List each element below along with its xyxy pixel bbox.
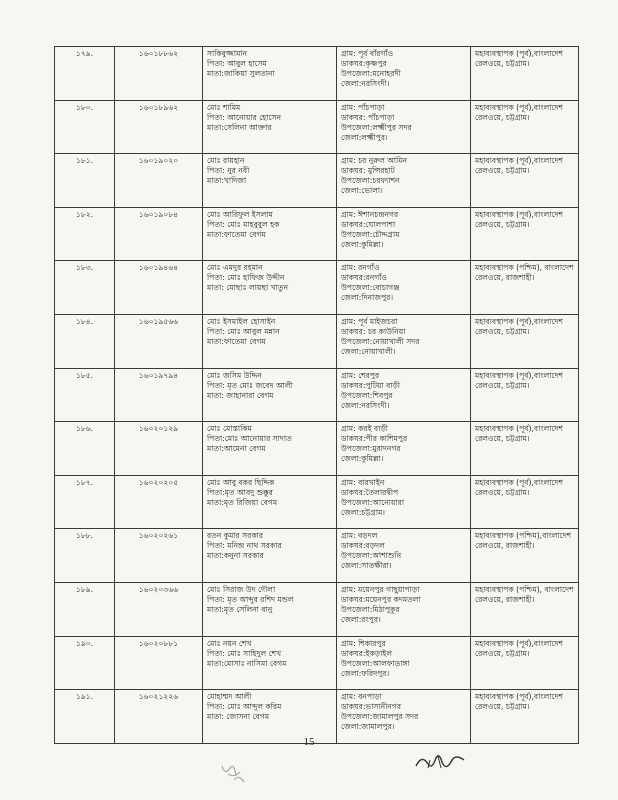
address-post: ডাকঘর:রনগাঁও: [341, 273, 388, 283]
father-name: পিতা: মোঃ সাহিদুল শেখ: [207, 648, 282, 658]
address-post: ডাকঘর:বড়দল: [341, 541, 385, 551]
serial-number: ১৮৭.: [75, 477, 94, 487]
posting-office-cell: [471, 261, 579, 315]
table-row: [55, 529, 579, 583]
posting-office-cell: [471, 368, 579, 422]
father-name: পিতা:মোঃ আনোয়ার সাদাত: [207, 434, 292, 444]
name-cell: [203, 261, 337, 315]
table-row: [55, 475, 579, 529]
candidate-name: মোঃ ইসমাইল হোসাইন: [207, 316, 276, 326]
father-name: পিতা: মৃত মোঃ জবেদ আলী: [207, 380, 293, 390]
serial-number: ১৮৮.: [75, 531, 94, 541]
office-line-2: রেলওয়ে, চট্টগ্রাম।: [475, 487, 530, 497]
address-village: গ্রাম: বনপাড়া: [341, 692, 382, 702]
candidate-name: মোহাম্মদ আলী: [207, 692, 252, 702]
address-upazila: উপজেলা:লক্ষ্মীপুর সদর: [341, 122, 412, 132]
address-upazila: উপজেলা:মুরাদনগর: [341, 444, 401, 454]
office-line-2: রেলওয়ে, চট্টগ্রাম।: [475, 112, 530, 122]
father-name: পিতা: নুর নবী: [207, 166, 250, 176]
candidate-name: সাকিবুজ্জামান: [207, 49, 248, 58]
address-upazila: উপজেলা:চরফ্যাশন: [341, 176, 400, 186]
office-line-1: মহাব্যবস্থাপক (পশ্চিম),বাংলাদেশ: [475, 531, 572, 541]
roll-number: ১৬০১৮৯৬২: [138, 102, 179, 112]
initials-stamp-left: [218, 760, 258, 786]
serial-cell: [55, 636, 115, 690]
candidate-name: মোঃ নয়ন শেখ: [207, 638, 252, 648]
address-upazila: উপজেলা:শিবপুর: [341, 390, 393, 400]
table-row: [55, 261, 579, 315]
serial-number: ১৮০.: [75, 102, 94, 112]
office-line-1: মহাব্যবস্থাপক (পূর্ব),বাংলাদেশ: [475, 370, 563, 380]
posting-office-cell: [471, 47, 579, 101]
mother-name: মাতা:জাকিয়া সুলতানা: [207, 69, 275, 78]
serial-cell: [55, 100, 115, 154]
mother-name: মাতা:কনুনা সরকার: [207, 551, 264, 561]
mother-name: মাতা:ফাতেমা বেগম: [207, 229, 266, 239]
office-line-1: মহাব্যবস্থাপক (পশ্চিম), বাংলাদেশ: [475, 584, 574, 594]
mother-name: মাতা: মোছাঃ লায়ছা খাতুন: [207, 283, 289, 293]
address-district: জেলা:লক্ষ্মীপুর।: [341, 132, 388, 142]
office-line-2: রেলওয়ে, চট্টগ্রাম।: [475, 219, 530, 229]
serial-cell: [55, 475, 115, 529]
address-village: গ্রাম: ময়েনপুর গাছুয়াপাড়া: [341, 584, 420, 594]
address-cell: [337, 475, 471, 529]
address-post: ডাকঘর:ইকড়াইল: [341, 648, 393, 658]
father-name: পিতা: মোঃ আবুল মন্নান: [207, 326, 280, 336]
address-post: ডাকঘর:তৈলারদ্বীপ: [341, 487, 399, 497]
name-cell: [203, 100, 337, 154]
table-row: [55, 636, 579, 690]
candidate-name: মোঃ এমদুর রহমান: [207, 263, 263, 273]
serial-number: ১৮৫.: [75, 370, 94, 380]
candidate-name: রতন কুমার সরকার: [207, 531, 264, 541]
table-row: [55, 154, 579, 208]
roll-cell: [115, 207, 203, 261]
address-post: ডাকঘর:কৃষ্ণপুর: [341, 59, 387, 68]
candidate-name: মোঃ আরিফুল ইসলাম: [207, 209, 273, 219]
roll-cell: [115, 314, 203, 368]
address-village: গ্রাম: পূর্ব বাঁরগাঁও: [341, 49, 394, 58]
address-cell: [337, 529, 471, 583]
mother-name: মাতা:আমেনা বেগম: [207, 444, 266, 454]
father-name: পিতা:মৃত আবদু শুক্কুর: [207, 487, 273, 497]
address-post: ডাকঘর:পুটিয়া বাড়ী: [341, 380, 401, 390]
office-line-1: মহাব্যবস্থাপক (পূর্ব),বাংলাদেশ: [475, 49, 563, 58]
serial-cell: [55, 207, 115, 261]
signature-right: [412, 750, 468, 774]
address-post: ডাকঘর:ঘোলপাশা: [341, 219, 396, 229]
roll-number: ১৬০১৮৮৬২: [138, 49, 179, 58]
serial-cell: [55, 154, 115, 208]
posting-office-cell: [471, 475, 579, 529]
serial-number: ১৮৪.: [75, 316, 94, 326]
serial-cell: [55, 47, 115, 101]
address-district: জেলা:দিনাজপুর।: [341, 293, 394, 303]
name-cell: [203, 207, 337, 261]
roll-number: ১৬০১৯০২০: [138, 156, 179, 166]
office-line-1: মহাব্যবস্থাপক (পূর্ব),বাংলাদেশ: [475, 638, 563, 648]
roll-number: ১৬০২০২৬১: [138, 531, 179, 541]
address-district: জেলা:ফরিদপুর।: [341, 668, 390, 678]
candidate-name: মোঃ মোস্তাকিম: [207, 424, 252, 434]
posting-office-cell: [471, 582, 579, 636]
roll-cell: [115, 261, 203, 315]
mother-name: মাতা:সেলিনা আক্তার: [207, 122, 272, 132]
name-cell: [203, 636, 337, 690]
address-upazila: উপজেলা:আলফাডাঙ্গা: [341, 658, 410, 668]
serial-number: ১৮৯.: [75, 584, 94, 594]
candidate-name: মোঃ জসিম উদ্দিন: [207, 370, 262, 380]
address-district: জেলা:ভোলা।: [341, 186, 383, 196]
office-line-1: মহাব্যবস্থাপক (পূর্ব),বাংলাদেশ: [475, 156, 563, 166]
address-district: জেলা:রংপুর।: [341, 614, 381, 624]
address-village: গ্রাম: রনগাঁও: [341, 263, 380, 273]
mother-name: মাতা:মোসাঃ নাসিমা বেগম: [207, 658, 287, 668]
address-district: জেলা:জামালপুর।: [341, 722, 395, 732]
name-cell: [203, 368, 337, 422]
serial-number: ১৯১.: [75, 692, 94, 702]
mother-name: মাতা:মৃত সেলিনা বানু: [207, 604, 273, 614]
father-name: পিতা: মনিন্দ্র নাথ সরকার: [207, 541, 282, 551]
roll-number: ১৬০২০৩৬৬: [138, 584, 179, 594]
serial-number: ১৯০.: [75, 638, 94, 648]
roll-number: ১৬০১৯৭৯৪: [138, 370, 179, 380]
table-row: [55, 314, 579, 368]
roll-number: ১৬০১৯৪৬৪: [138, 263, 179, 273]
serial-cell: [55, 422, 115, 476]
address-cell: [337, 154, 471, 208]
address-cell: [337, 582, 471, 636]
office-line-1: মহাব্যবস্থাপক (পূর্ব),বাংলাদেশ: [475, 102, 563, 112]
roll-cell: [115, 636, 203, 690]
serial-cell: [55, 368, 115, 422]
address-district: জেলা:নোয়াখালী।: [341, 346, 396, 356]
roll-cell: [115, 582, 203, 636]
father-name: পিতা: আবুল হাসেম: [207, 59, 267, 68]
mother-name: মাতা: জাহানারা বেগম: [207, 390, 274, 400]
office-line-2: রেলওয়ে, চট্টগ্রাম।: [475, 166, 530, 176]
address-upazila: উপজেলা:নোয়াখালী সদর: [341, 336, 420, 346]
serial-cell: [55, 314, 115, 368]
address-district: জেলা:নরসিংদী।: [341, 79, 390, 88]
address-cell: [337, 47, 471, 101]
address-district: জেলা:সাতক্ষীরা।: [341, 561, 392, 571]
roll-cell: [115, 475, 203, 529]
address-upazila: উপজেলা:জামালপুর সদর: [341, 712, 419, 722]
serial-cell: [55, 582, 115, 636]
serial-number: ১৮৬.: [75, 424, 94, 434]
roll-cell: [115, 529, 203, 583]
serial-number: ১৮২.: [75, 209, 94, 219]
table-row: [55, 582, 579, 636]
name-cell: [203, 529, 337, 583]
roll-number: ১৬০২১২২৬: [138, 692, 179, 702]
address-cell: [337, 636, 471, 690]
name-cell: [203, 314, 337, 368]
address-cell: [337, 261, 471, 315]
posting-office-cell: [471, 100, 579, 154]
father-name: পিতা: আনোয়ার হোসেন: [207, 112, 281, 122]
candidate-name: মোঃ সিরাজ উদ দৌলা: [207, 584, 276, 594]
posting-office-cell: [471, 636, 579, 690]
name-cell: [203, 475, 337, 529]
mother-name: মাতা:ফাতেমা বেগম: [207, 336, 266, 346]
roll-number: ১৬০২০২০৫: [138, 477, 179, 487]
address-cell: [337, 368, 471, 422]
address-village: গ্রাম: চর নুরুল আমিন: [341, 156, 407, 166]
posting-office-cell: [471, 314, 579, 368]
office-line-2: রেলওয়ে, চট্টগ্রাম।: [475, 648, 530, 658]
serial-number: ১৭৯.: [75, 49, 94, 58]
roll-cell: [115, 100, 203, 154]
roll-number: ১৬০২০১২৯: [138, 424, 179, 434]
office-line-1: মহাব্যবস্থাপক (পূর্ব),বাংলাদেশ: [475, 316, 563, 326]
address-village: গ্রাম: শিকারপুর: [341, 638, 386, 648]
address-village: গ্রাম: ঈশানচন্দ্রনগর: [341, 209, 399, 219]
address-upazila: উপজেলা:চৌদ্দগ্রাম: [341, 229, 400, 239]
mother-name: মাতা: জোসনা বেগম: [207, 712, 270, 722]
candidate-table-body: [55, 47, 579, 744]
roll-cell: [115, 47, 203, 101]
serial-number: ১৮৩.: [75, 263, 94, 273]
roll-cell: [115, 368, 203, 422]
office-line-1: মহাব্যবস্থাপক (পূর্ব),বাংলাদেশ: [475, 477, 563, 487]
address-district: জেলা:চট্টগ্রাম।: [341, 507, 386, 517]
posting-office-cell: [471, 154, 579, 208]
address-post: ডাকঘর: পাঁচপাড়া: [341, 112, 395, 122]
table-row: [55, 100, 579, 154]
address-upazila: উপজেলা:আশাশুনি: [341, 551, 402, 561]
serial-number: ১৮১.: [75, 156, 94, 166]
address-village: গ্রাম: বড়দল: [341, 531, 378, 541]
candidate-table: [54, 46, 579, 744]
serial-cell: [55, 529, 115, 583]
candidate-name: মোঃ আবু বকর ছিদ্দিক: [207, 477, 275, 487]
address-village: গ্রাম: বারখাইন: [341, 477, 385, 487]
office-line-2: রেলওয়ে, চট্টগ্রাম।: [475, 380, 530, 390]
table-row: [55, 368, 579, 422]
name-cell: [203, 154, 337, 208]
table-row: [55, 422, 579, 476]
serial-cell: [55, 261, 115, 315]
address-upazila: উপজেলা:মনোহরদী: [341, 69, 401, 78]
address-district: জেলা:কুমিল্লা।: [341, 454, 384, 464]
address-upazila: উপজেলা:বোচাগঞ্জ: [341, 283, 400, 293]
address-village: গ্রাম: পাঁচপাড়া: [341, 102, 385, 112]
roll-number: ১৬০২০৮৮১: [138, 638, 179, 648]
office-line-1: মহাব্যবস্থাপক (পূর্ব),বাংলাদেশ: [475, 692, 563, 702]
posting-office-cell: [471, 422, 579, 476]
address-post: ডাকঘর:ভাসানীনগর: [341, 702, 402, 712]
address-cell: [337, 100, 471, 154]
office-line-2: রেলওয়ে, চট্টগ্রাম।: [475, 326, 530, 336]
address-village: গ্রাম: পূর্ব মাইজচরা: [341, 316, 398, 326]
office-line-2: রেলওয়ে, রাজশাহী।: [475, 541, 535, 551]
candidate-name: মোঃ শামিম: [207, 102, 241, 112]
address-post: ডাকঘর:পীর কাশিমপুর: [341, 434, 408, 444]
father-name: পিতা: মোঃ মাহবুবুল হক: [207, 219, 280, 229]
candidate-name: মোঃ রায়হান: [207, 156, 245, 166]
table-row: [55, 207, 579, 261]
address-village: গ্রাম: করই বাড়ী: [341, 424, 388, 434]
father-name: পিতা: মোঃ আব্দুল করিম: [207, 702, 282, 712]
table-row: [55, 47, 579, 101]
address-district: জেলা:নরসিংদী।: [341, 400, 390, 410]
father-name: পিতা: মোঃ হাফিজ উদ্দীন: [207, 273, 285, 283]
address-upazila: উপজেলা:মিঠাপুকুর: [341, 604, 400, 614]
roll-cell: [115, 154, 203, 208]
posting-office-cell: [471, 207, 579, 261]
address-cell: [337, 314, 471, 368]
roll-cell: [115, 422, 203, 476]
mother-name: মাতা:মৃত রিজিয়া বেগম: [207, 497, 278, 507]
office-line-2: রেলওয়ে, রাজশাহী।: [475, 594, 535, 604]
roll-number: ১৬০১৯৫৬৬: [138, 316, 179, 326]
address-post: ডাকঘর: চর কাউনিয়া: [341, 326, 406, 336]
office-line-2: রেলওয়ে, চট্টগ্রাম।: [475, 59, 530, 68]
name-cell: [203, 422, 337, 476]
office-line-2: রেলওয়ে, রাজশাহী।: [475, 273, 535, 283]
page-number: 15: [303, 736, 315, 748]
address-upazila: উপজেলা:আনোয়ারা: [341, 497, 405, 507]
office-line-2: রেলওয়ে, চট্টগ্রাম।: [475, 434, 530, 444]
address-cell: [337, 207, 471, 261]
address-post: ডাকঘর:ময়েনপুর কদমতলা: [341, 594, 421, 604]
name-cell: [203, 47, 337, 101]
address-cell: [337, 422, 471, 476]
address-post: ডাকঘর: মুন্সিরহাট: [341, 166, 395, 176]
address-village: গ্রাম: শেরপুর: [341, 370, 380, 380]
office-line-2: রেলওয়ে, চট্টগ্রাম।: [475, 702, 530, 712]
address-district: জেলা:কুমিল্লা।: [341, 239, 384, 249]
mother-name: মাতা:খাদিজা: [207, 176, 247, 186]
father-name: পিতা: মৃত আব্দুর রশিদ মন্ডল: [207, 594, 294, 604]
name-cell: [203, 582, 337, 636]
office-line-1: মহাব্যবস্থাপক (পূর্ব),বাংলাদেশ: [475, 209, 563, 219]
office-line-1: মহাব্যবস্থাপক (পশ্চিম), বাংলাদেশ: [475, 263, 574, 273]
roll-number: ১৬০১৯০৮৪: [138, 209, 179, 219]
posting-office-cell: [471, 529, 579, 583]
office-line-1: মহাব্যবস্থাপক (পূর্ব),বাংলাদেশ: [475, 424, 563, 434]
